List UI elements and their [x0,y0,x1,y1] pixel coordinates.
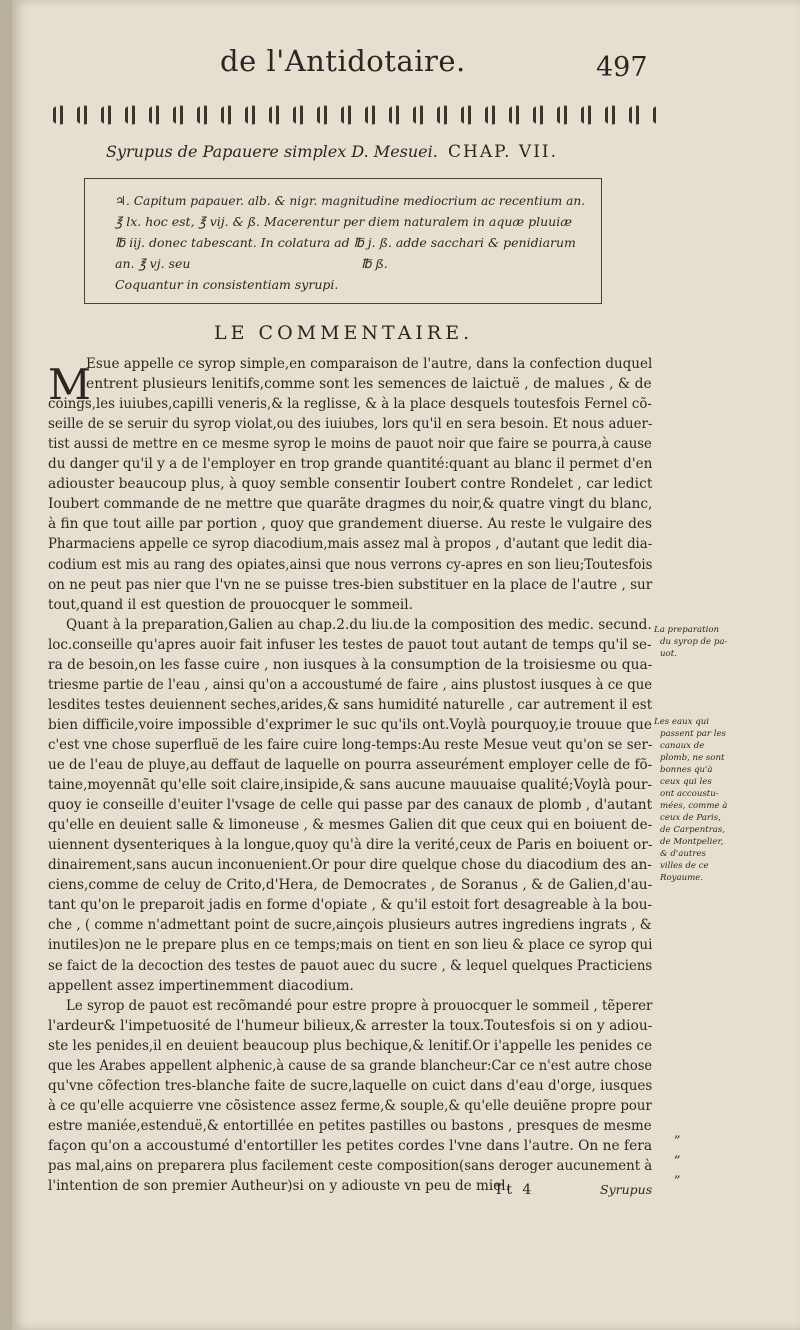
body-line: triesme partie de l'eau , ainsi qu'on a accoustumé de faire , ains plustost iusques à ce que [48,676,653,693]
body-line: ra de besoin,on les fasse cuire , non iusques à la consumption de la troisiesme ou qua- [48,656,653,673]
recipe-line: ♃. Capitum papauer. alb. & nigr. magnitudine mediocrium ac recentium an. [115,193,586,208]
margin-note-line: ceux qui les [660,777,712,787]
body-line: codium est mis au rang des opiates,ainsi que nous verrons cy-apres en son lieu;Toutesfois [48,556,653,573]
body-line: coings,les iuiubes,capilli veneris,& la reglisse, & à la place desquels toutesfois Fernel cõ- [48,396,652,413]
body-line: l'ardeur& l'impetuosité de l'humeur bilieux,& arrester la toux.Toutesfois si on y adiou- [48,1017,653,1034]
body-line: seille de se seruir du syrop violat,ou des iuiubes, lors qu'il en sera besoin. Et nous aduer- [48,416,653,433]
body-line: tant qu'on le preparoit jadis en forme d'opiate , & qu'il estoit fort desagreable à la bou- [48,897,653,914]
body-line: à ce qu'elle acquierre vne cõsistence assez ferme,& souple,& qu'elle deuiẽne propre pour [48,1097,652,1114]
body-line: loc.conseille qu'apres auoir fait infuser les testes de pauot tout autant de temps qu'il se- [48,636,652,653]
page-number: 497 [596,52,648,83]
body-line: que les Arabes appellent alphenic,à cause de sa grande blancheur:Car ce n'est autre chose [48,1057,653,1074]
quote-mark: „ [674,1146,681,1161]
body-line: qu'elle en deuient salle & limoneuse , & mesmes Galien dit que ceux qui en boiuent de- [48,817,653,834]
margin-note-line: mées, comme à [660,801,728,811]
chapter-title: Syrupus de Papauere simplex D. Mesuei. [106,142,438,161]
body-line: ste les penides,il en deuient beaucoup plus bechique,& lenitif.Or i'appelle les penides ce [48,1037,653,1054]
margin-note-line: passent par les [660,729,726,739]
body-line: taine,moyennãt qu'elle soit claire,insipide,& sans aucune mauuaise qualité;Voylà pour- [48,777,653,794]
body-line: dinairement,sans aucun inconuenient.Or pour dire quelque chose du diacodium des an- [48,857,652,874]
body-line: quoy ie conseille d'euiter l'vsage de celle qui passe par des canaux de plomb , d'autant [48,797,653,814]
recipe-line: Coquantur in consistentiam syrupi. [115,277,339,292]
margin-note-line: canaux de [660,741,705,751]
margin-note-line: & d'autres [660,849,706,859]
margin-note-line: Les eaux qui [654,717,710,727]
drop-cap: M [48,360,92,409]
recipe-box [84,178,602,304]
body-line: Le syrop de pauot est recõmandé pour estre propre à prouocquer le sommeil , tẽperer [66,997,653,1014]
recipe-line: ℔ iij. donec tabescant. In colatura ad ℔ j. ß. adde sacchari & penidiarum [115,235,576,250]
body-line: Quant à la preparation,Galien au chap.2.du liu.de la composition des medic. secund. [66,616,652,633]
margin-note-line: ont accoustu- [660,789,719,799]
body-line: ue de l'eau de pluye,au deffaut de laquelle on pourra asseurément employer celle de fõ- [48,757,653,773]
body-line: Esue appelle ce syrop simple,en comparaison de l'autre, dans la confection duquel [86,356,653,372]
signature-mark: Tt 4 [494,1182,535,1198]
chapter-label: CHAP. VII. [448,142,559,162]
body-line: pas mal,ains on preparera plus facilement ceste composition(sans deroger aucunement à [48,1158,653,1174]
body-line: Ioubert commande de ne mettre que quarãte dragmes du noir,& quatre vingt du blanc, [48,496,653,513]
book-spine-shadow [0,0,12,1330]
body-line: che , ( comme n'admettant point de sucre,ainçois plusieurs autres ingrediens ingrats , & [48,917,652,934]
margin-note-line: de Carpentras, [660,825,726,835]
margin-note-line: villes de ce [660,861,709,871]
margin-note-line: Royaume. [660,873,704,883]
body-line: uiennent dysenteriques à la longue,quoy qu'à dire la verité,ceux de Paris en boiuent or- [48,837,653,854]
body-line: l'intention de son premier Autheur)si on y adiouste vn peu de miel. [48,1178,510,1195]
body-line: du danger qu'il y a de l'employer en trop grande quantité:quant au blanc il permet d'en [48,456,653,473]
body-line: tist aussi de mettre en ce mesme syrop le moins de pauot noir que faire se pourra,à cause [48,436,652,453]
body-line: à fin que tout aille par portion , quoy que grandement diuerse. Au reste le vulgaire des [48,516,653,533]
body-line: estre maniée,estenduë,& entortillée en petites pastilles ou bastons , presques de mesme [48,1117,652,1134]
margin-note-line: uot. [660,649,677,659]
margin-note-line: du syrop de pa- [660,637,728,647]
margin-note-line: bonnes qu'à [660,765,713,775]
margin-note-line: La preparation [654,625,720,635]
body-line: inutiles)on ne le prepare plus en ce temps;mais on tient en son lieu & place ce syrop qui [48,937,653,954]
quote-mark: „ [674,1166,681,1181]
body-line: ciens,comme de celuy de Crito,d'Hera, de Democrates , de Soranus , & de Galien,d'au- [48,877,653,894]
catchword: Syrupus [600,1182,653,1197]
body-line: on ne peut pas nier que l'vn ne se puisse tres-bien substituer en la place de l'autre , sur [48,576,653,593]
body-line: qu'vne cõfection tres-blanche faite de sucre,laquelle on cuict dans d'eau d'orge, iusques [48,1077,653,1094]
margin-note-line: plomb, ne sont [660,753,725,763]
margin-note-line: de Montpelier, [660,837,724,847]
section-heading: LE COMMENTAIRE. [214,322,474,344]
quote-mark: „ [674,1126,681,1141]
body-line: appellent assez impertinemment diacodium. [48,977,354,994]
body-line: adiouster beaucoup plus, à quoy semble consentir Ioubert contre Rondelet , car ledict [48,476,653,493]
recipe-line: ℥ lx. hoc est, ℥ vij. & ß. Macerentur per diem naturalem in aquæ pluuiæ [115,214,572,229]
body-line: c'est vne chose superfluë de les faire cuire long-temps:Au reste Mesue veut qu'on se ser- [48,736,653,753]
body-line: lesdites testes deuiennent seches,arides,& sans humidité naturelle , car autrement il est [48,696,653,713]
body-line: façon qu'on a accoustumé d'entortiller les petites cordes l'vne dans l'autre. On ne fera [48,1137,653,1154]
body-line: entrent plusieurs lenitifs,comme sont les semences de laictuë , de malues , & de [86,376,652,393]
ornamental-border [48,100,660,130]
body-line: bien difficile,voire impossible d'exprimer le suc qu'ils ont.Voylà pourquoy,ie trouue que [48,716,652,733]
body-line: Pharmaciens appelle ce syrop diacodium,mais assez mal à propos , d'autant que ledit dia- [48,536,653,553]
running-title: de l'Antidotaire. [220,44,466,78]
recipe-line: an. ℥ vj. seu ℔ ß. [115,256,388,271]
chapter-heading [106,142,666,168]
body-line: tout,quand il est question de prouocquer le sommeil. [48,596,413,613]
body-line: se faict de la decoction des testes de pauot auec du sucre , & lequel quelques Practiciens [48,957,653,974]
margin-note-line: ceux de Paris, [660,813,721,823]
